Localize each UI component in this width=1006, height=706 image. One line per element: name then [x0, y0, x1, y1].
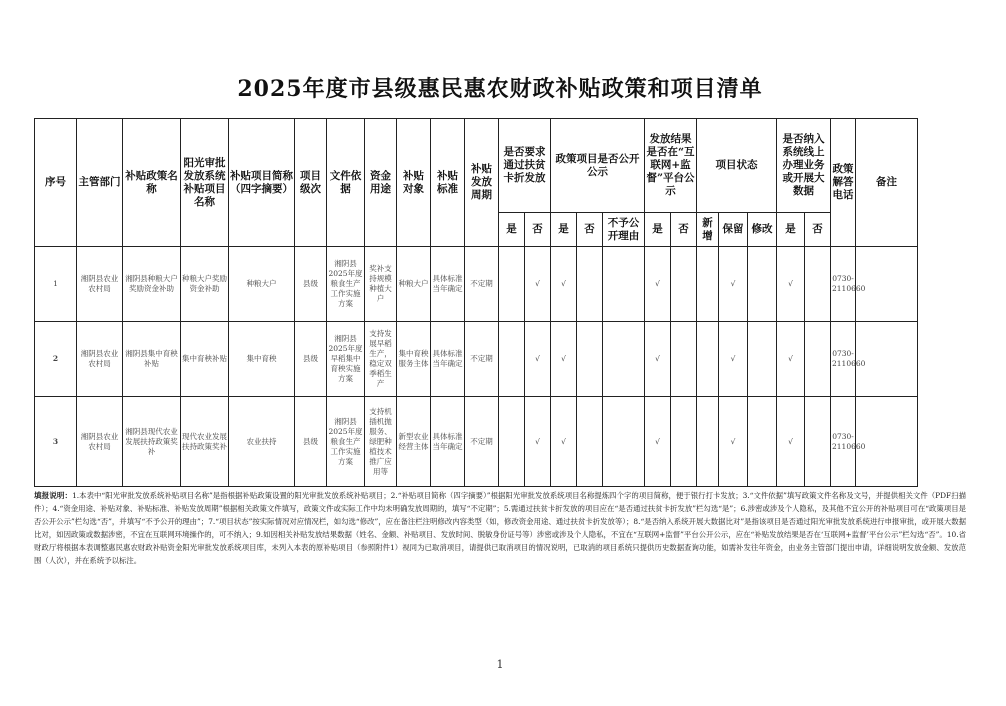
cell-internet-no	[671, 322, 697, 397]
row-policy-name: 湘阴县集中育秧补贴	[123, 322, 181, 397]
cell-status-modify	[748, 247, 777, 322]
row-dept: 湘阴县农业农村局	[77, 247, 123, 322]
cell-status-modify	[748, 397, 777, 487]
row-target: 种粮大户	[397, 247, 431, 322]
cell-status-modify	[748, 322, 777, 397]
cell-public-no	[577, 247, 603, 322]
row-sunshine-item: 集中育秧补贴	[181, 322, 229, 397]
cell-poverty-yes	[499, 397, 525, 487]
cell-not-public-reason	[603, 397, 645, 487]
cell-status-new	[697, 397, 719, 487]
check-mark: √	[777, 397, 805, 487]
row-standard: 具体标准当年确定	[431, 322, 465, 397]
row-seq: 3	[35, 397, 77, 487]
row-phone: 0730-2110660	[831, 247, 856, 322]
subheader-keep: 保留	[719, 213, 748, 247]
cell-status-new	[697, 322, 719, 397]
note-label: 填报说明：	[34, 491, 73, 500]
cell-not-public-reason	[603, 247, 645, 322]
row-dept: 湘阴县农业农村局	[77, 322, 123, 397]
subheader-no: 否	[805, 213, 831, 247]
cell-bigdata-no	[805, 247, 831, 322]
row-level: 县级	[295, 247, 327, 322]
check-mark: √	[551, 322, 577, 397]
header-basis: 文件依据	[327, 119, 365, 247]
header-remark: 备注	[856, 119, 918, 247]
header-sunshine-item: 阳光审批发放系统补贴项目名称	[181, 119, 229, 247]
row-policy-name: 湘阴县现代农业发展扶持政策奖补	[123, 397, 181, 487]
row-basis: 湘阴县2025年度早稻集中育秧实施方案	[327, 322, 365, 397]
header-policy-name: 补贴政策名称	[123, 119, 181, 247]
row-target: 新型农业经营主体	[397, 397, 431, 487]
cell-public-no	[577, 322, 603, 397]
header-public: 政策项目是否公开公示	[551, 119, 645, 213]
row-policy-name: 湘阴县种粮大户奖励资金补助	[123, 247, 181, 322]
row-target: 集中育秧服务主体	[397, 322, 431, 397]
row-level: 县级	[295, 322, 327, 397]
note-text: 1.本表中“阳光审批发放系统补贴项目名称”是指根据补贴政策设置的阳光审批发放系统补贴项目；2.“补贴项目简称（四字摘要）”根据阳光审批发放系统项目名称提炼四个字的项目简称，便于银行打卡发放；3.“文件依据”填写政策文件名称及文号，并提供相关文件（PDF扫描件）；4.“资金用途、补贴对象、补贴标准、补贴发放周期”根据相关政策文件填写，政策文件或实际工作中均未明确发放周期的，填写“不定期”；5.需通过扶贫卡折发放的项目应在“是否通过扶贫卡折发放”栏勾选“是”；6.涉密或涉及个人隐私，及其他不宜公开的补贴项目可在“政策项目是否公开公示”栏勾选“否”，并填写“不予公开的理由”；7.“项目状态”按实际情况对应情况栏，如勾选“修改”，应在备注栏注明修改内容类型（如，修改资金用途、通过扶贫卡折发放等）；8.“是否纳入系统开展大数据比对”是指该项目是否通过阳光审批发放系统进行申报审批，或开展大数据比对，如因政策或数据涉密，不宜在互联网环境操作的，可不纳入；9.如因相关补贴发放结果数据（姓名、金额、补贴项目、发放时间、脱敏身份证号等）涉密或涉及个人隐私，不宜在“互联网+监督”平台公开公示，应在“补贴发放结果是否在‘互联网+监督’平台公示”栏勾选“否”。10.省财政厅将根据本表调整惠民惠农财政补贴资金阳光审批发放系统项目库，未列入本表的原补贴项目（参照附件1）视同为已取消项目，请提供已取消项目的情况说明，已取消的项目系统只提供历史数据查询功能，如需补发往年资金，由业务主管部门提出申请，详细说明发放金额、发放范围（人次），并在系统予以标注。	[34, 491, 967, 565]
subheader-new: 新增	[697, 213, 719, 247]
header-seq: 序号	[35, 119, 77, 247]
subheader-modify: 修改	[748, 213, 777, 247]
cell-public-no	[577, 397, 603, 487]
cell-poverty-yes	[499, 247, 525, 322]
check-mark: √	[777, 322, 805, 397]
row-sunshine-item: 种粮大户奖励资金补助	[181, 247, 229, 322]
subsidy-table	[34, 118, 1006, 487]
check-mark: √	[645, 397, 671, 487]
subheader-no: 否	[671, 213, 697, 247]
header-status: 项目状态	[697, 119, 777, 213]
check-mark: √	[525, 397, 551, 487]
check-mark: √	[719, 322, 748, 397]
check-mark: √	[551, 397, 577, 487]
row-short-name: 农业扶持	[229, 397, 295, 487]
row-basis: 湘阴县2025年度粮食生产工作实施方案	[327, 397, 365, 487]
check-mark: √	[645, 247, 671, 322]
row-short-name: 集中育秧	[229, 322, 295, 397]
header-target: 补贴对象	[397, 119, 431, 247]
row-level: 县级	[295, 397, 327, 487]
row-standard: 具体标准当年确定	[431, 247, 465, 322]
check-mark: √	[551, 247, 577, 322]
table-row	[35, 322, 1006, 397]
table-row	[35, 247, 1006, 322]
header-short-name: 补贴项目简称（四字摘要）	[229, 119, 295, 247]
cell-poverty-yes	[499, 322, 525, 397]
subheader-yes: 是	[499, 213, 525, 247]
header-level: 项目级次	[295, 119, 327, 247]
cell-bigdata-no	[805, 322, 831, 397]
row-short-name: 种粮大户	[229, 247, 295, 322]
row-sunshine-item: 现代农业发展扶持政策奖补	[181, 397, 229, 487]
header-poverty-card: 是否要求通过扶贫卡折发放	[499, 119, 551, 213]
row-basis: 湘阴县2025年度粮食生产工作实施方案	[327, 247, 365, 322]
row-seq: 2	[35, 322, 77, 397]
row-dept: 湘阴县农业农村局	[77, 397, 123, 487]
check-mark: √	[525, 322, 551, 397]
subheader-yes: 是	[645, 213, 671, 247]
filling-instructions	[34, 489, 966, 567]
cell-not-public-reason	[603, 322, 645, 397]
table-row	[35, 397, 1006, 487]
subheader-yes: 是	[551, 213, 577, 247]
check-mark: √	[719, 247, 748, 322]
row-seq: 1	[35, 247, 77, 322]
row-cycle: 不定期	[465, 397, 499, 487]
header-internet: 发放结果是否在“互联网+监督”平台公示	[645, 119, 697, 213]
row-fund-use: 支持机插机抛服务、绿肥种植技术推广应用等	[365, 397, 397, 487]
row-fund-use: 支持发展早稻生产，稳定双季稻生产	[365, 322, 397, 397]
subheader-no: 否	[577, 213, 603, 247]
check-mark: √	[719, 397, 748, 487]
row-phone: 0730-2110660	[831, 397, 856, 487]
check-mark: √	[777, 247, 805, 322]
page-title: 2025年度市县级惠民惠农财政补贴政策和项目清单	[237, 76, 763, 102]
subheader-yes: 是	[777, 213, 805, 247]
header-standard: 补贴标准	[431, 119, 465, 247]
row-phone: 0730-2110660	[831, 322, 856, 397]
row-fund-use: 奖补支持规模种植大户	[365, 247, 397, 322]
header-bigdata: 是否纳入系统线上办理业务或开展大数据	[777, 119, 831, 213]
header-dept: 主管部门	[77, 119, 123, 247]
page-number: 1	[496, 658, 504, 671]
cell-internet-no	[671, 397, 697, 487]
check-mark: √	[525, 247, 551, 322]
cell-internet-no	[671, 247, 697, 322]
subheader-not-public-reason: 不予公开理由	[603, 213, 645, 247]
check-mark: √	[645, 322, 671, 397]
row-cycle: 不定期	[465, 247, 499, 322]
subheader-no: 否	[525, 213, 551, 247]
row-cycle: 不定期	[465, 322, 499, 397]
header-fund-use: 资金用途	[365, 119, 397, 247]
cell-bigdata-no	[805, 397, 831, 487]
row-standard: 具体标准当年确定	[431, 397, 465, 487]
header-phone: 政策解答电话	[831, 119, 856, 247]
header-cycle: 补贴发放周期	[465, 119, 499, 247]
cell-status-new	[697, 247, 719, 322]
